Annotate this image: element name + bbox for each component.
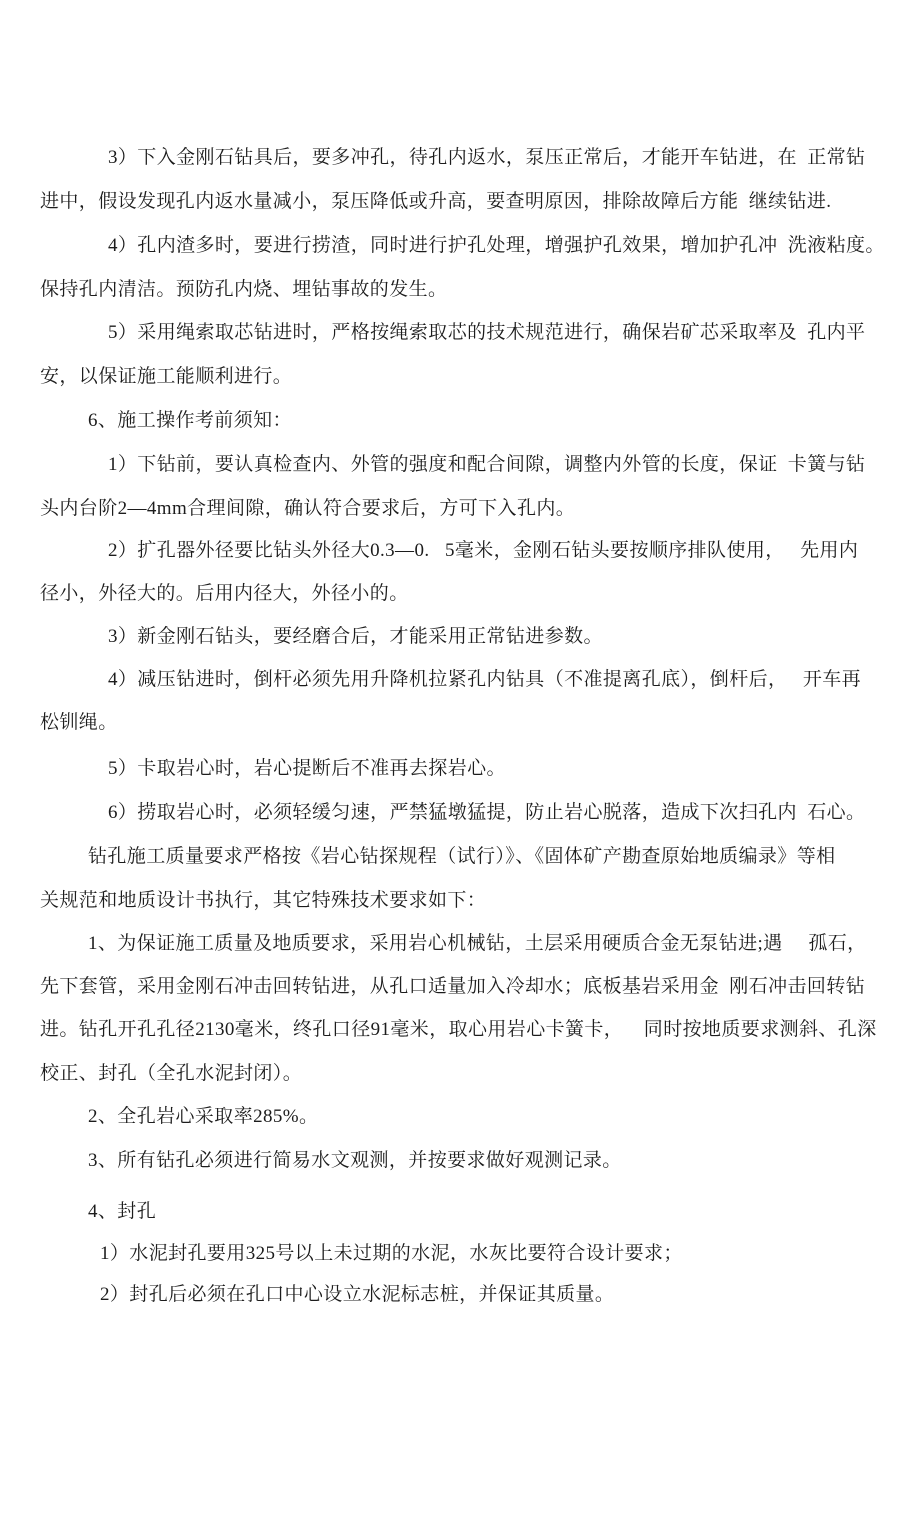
text-line: 2）扩孔器外径要比钻头外径大0.3—0. 5毫米，金刚石钻头要按顺序排队使用， 先用内 (108, 540, 859, 561)
text-line: 1、为保证施工质量及地质要求，采用岩心机械钻，土层采用硬质合金无泵钻进;遇 孤石， (88, 933, 867, 954)
text-line: 2）封孔后必须在孔口中心设立水泥标志桩，并保证其质量。 (100, 1284, 615, 1305)
text-line: 头内台阶2—4mm合理间隙，确认符合要求后，方可下入孔内。 (40, 498, 576, 519)
text-line: 4）减压钻进时，倒杆必须先用升降机拉紧孔内钻具（不准提离孔底），倒杆后， 开车再 (108, 669, 862, 690)
text-line: 5）采用绳索取芯钻进时，严格按绳索取芯的技术规范进行，确保岩矿芯采取率及 孔内平 (108, 322, 866, 343)
text-line: 松钏绳。 (40, 712, 118, 733)
text-line: 2、全孔岩心采取率285%。 (88, 1106, 319, 1127)
text-line: 校正、封孔（全孔水泥封闭）。 (40, 1063, 303, 1084)
text-line: 3）新金刚石钻头，要经磨合后，才能采用正常钻进参数。 (108, 626, 603, 647)
text-line: 钻孔施工质量要求严格按《岩心钻探规程（试行）》、《固体矿产勘查原始地质编录》等相 (88, 846, 836, 867)
text-line: 保持孔内清洁。预防孔内烧、埋钻事故的发生。 (40, 279, 448, 300)
text-line: 5）卡取岩心时，岩心提断后不准再去探岩心。 (108, 758, 506, 779)
text-line: 4、封孔 (88, 1201, 157, 1222)
text-line: 3、所有钻孔必须进行简易水文观测，并按要求做好观测记录。 (88, 1150, 622, 1171)
text-line: 进中，假设发现孔内返水量减小，泵压降低或升高，要查明原因，排除故障后方能 继续钻进. (40, 191, 832, 212)
text-line: 进。钻孔开孔孔径2130毫米，终孔口径91毫米，取心用岩心卡簧卡， 同时按地质要求测斜、孔深 (40, 1019, 877, 1040)
text-line: 6、施工操作考前须知： (88, 410, 292, 431)
text-line: 4）孔内渣多时，要进行捞渣，同时进行护孔处理，增强护孔效果，增加护孔冲 洗液粘度。 (108, 235, 885, 256)
text-line: 6）捞取岩心时，必须轻缓匀速，严禁猛墩猛提，防止岩心脱落，造成下次扫孔内 石心。 (108, 802, 866, 823)
text-line: 安，以保证施工能顺利进行。 (40, 366, 293, 387)
text-line: 1）水泥封孔要用325号以上未过期的水泥，水灰比要符合设计要求； (100, 1243, 683, 1264)
text-line: 先下套管，采用金刚石冲击回转钻进，从孔口适量加入冷却水；底板基岩采用金 刚石冲击回转钻 (40, 976, 866, 997)
text-line: 1）下钻前，要认真检查内、外管的强度和配合间隙，调整内外管的长度，保证 卡簧与钻 (108, 454, 866, 475)
text-line: 3）下入金刚石钻具后，要多冲孔，待孔内返水，泵压正常后，才能开车钻进，在 正常钻 (108, 147, 866, 168)
text-line: 关规范和地质设计书执行，其它特殊技术要求如下： (40, 890, 487, 911)
text-line: 径小，外径大的。后用内径大，外径小的。 (40, 583, 409, 604)
